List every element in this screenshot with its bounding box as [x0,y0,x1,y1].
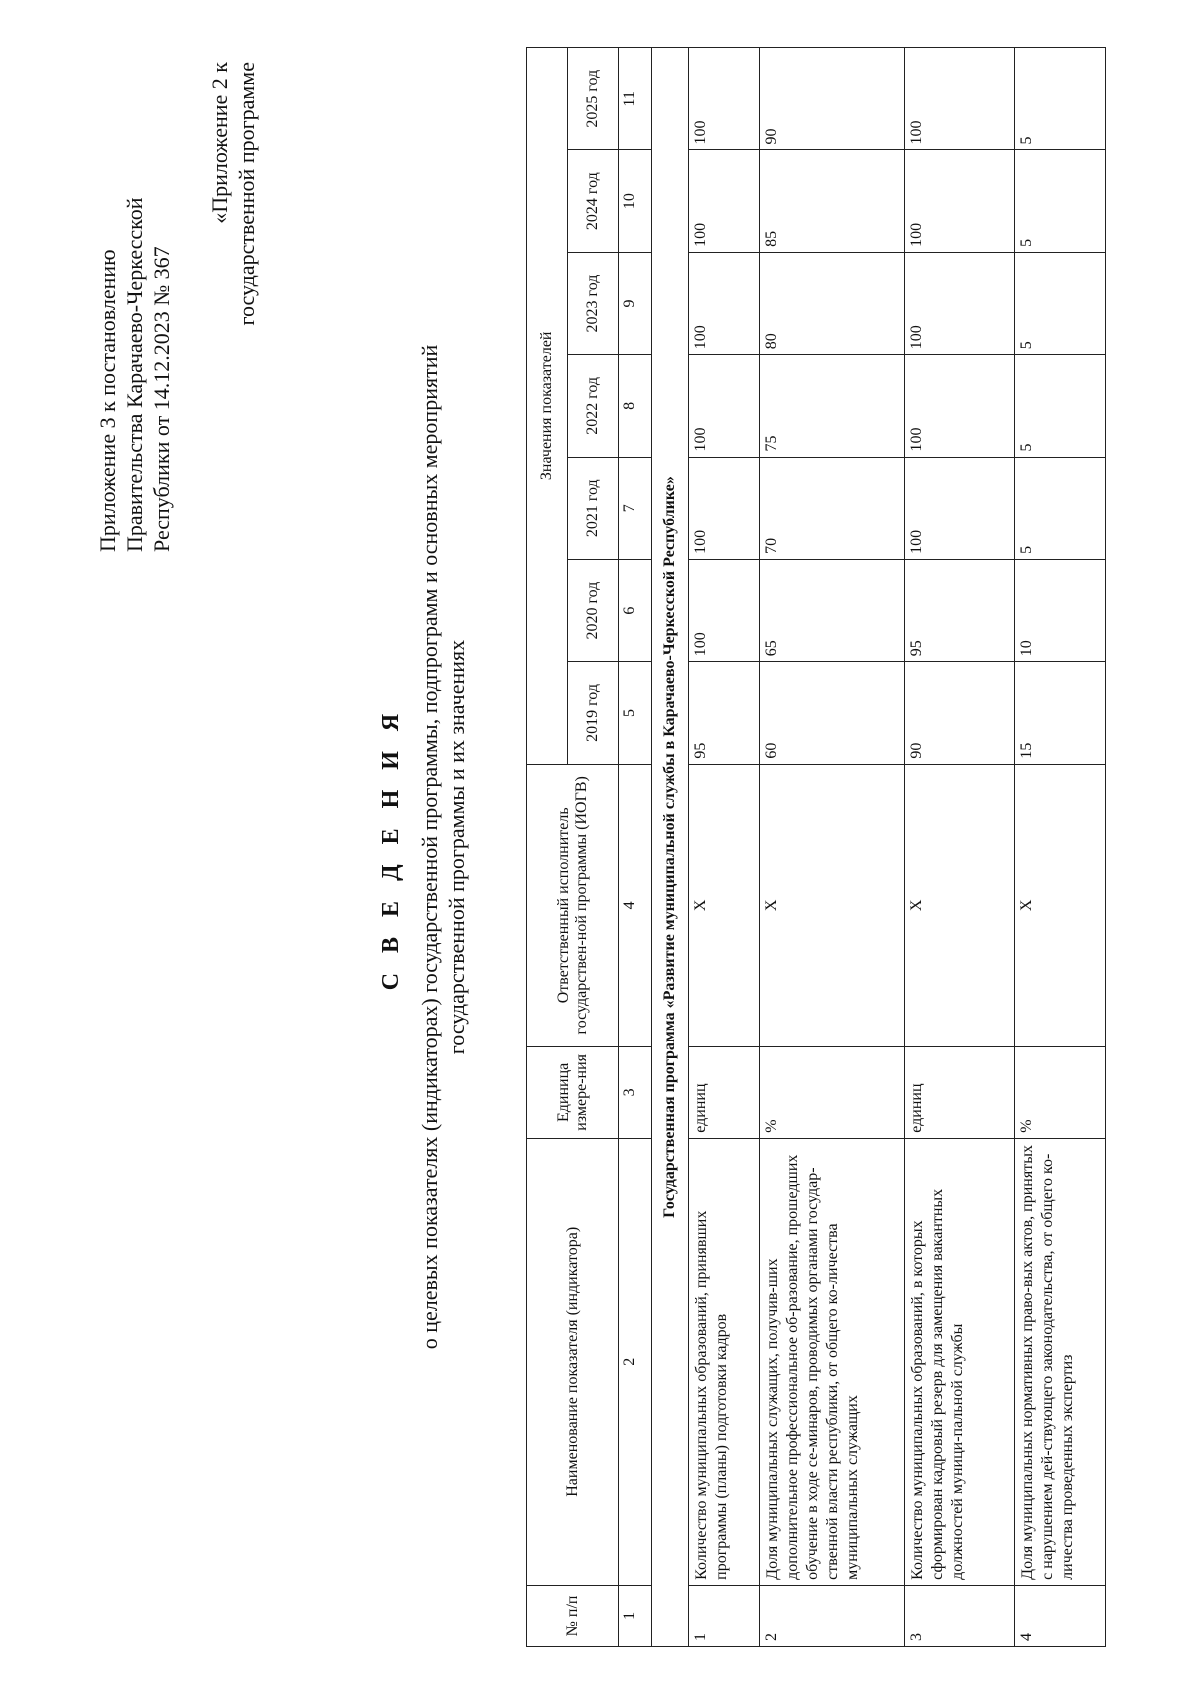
header-year: 2023 год [568,252,619,354]
header-name: Наименование показателя (индикатора) [527,1138,619,1585]
header-year: 2019 год [568,662,619,764]
appendix-header-line: Республики от 14.12.2023 № 367 [149,246,174,552]
row-value: 10 [1015,559,1106,661]
row-name: Количество муниципальных образований, в которых сформирован кадровый резерв для замещения вакантных должностей муници-пальной службы [905,1138,1015,1585]
row-value: 95 [689,662,760,764]
appendix-header-line: Приложение 3 к постановлению [95,249,120,552]
row-num: 3 [905,1585,1015,1646]
header-year: 2022 год [568,355,619,457]
column-number: 3 [619,1046,652,1138]
row-value: 5 [1015,355,1106,457]
row-value: 5 [1015,457,1106,559]
row-value: 80 [760,252,905,354]
row-responsible: Х [760,764,905,1046]
column-number: 1 [619,1585,652,1646]
row-value: 100 [689,355,760,457]
row-unit: единиц [905,1046,1015,1138]
appendix-header-line: Правительства Карачаево-Черкесской [122,197,147,552]
row-value: 90 [760,48,905,150]
row-value: 85 [760,150,905,252]
program-reference-line: «Приложение 2 к [207,62,232,224]
row-unit: единиц [689,1046,760,1138]
program-reference [206,62,260,482]
table-row [905,48,1015,1647]
column-number: 9 [619,252,652,354]
row-value: 100 [905,355,1015,457]
row-name: Доля муниципальных служащих, получив-ших дополнительное профессиональное об-разование, прошедших обучение в ходе се-минаров, проводимых органами государ-ственной власти республики, от общего ко-личества муниципальных служащих [760,1138,905,1585]
row-value: 100 [689,48,760,150]
document-title: С В Е Д Е Н И Я [378,706,404,991]
row-value: 95 [905,559,1015,661]
row-responsible: Х [689,764,760,1046]
section-title: Государственная программа «Развитие муниципальной службы в Карачаево-Черкесской Республике» [652,48,689,1647]
header-values-group: Значения показателей [527,48,568,765]
appendix-header [94,82,175,552]
row-value: 75 [760,355,905,457]
row-num: 1 [689,1585,760,1646]
column-number: 10 [619,150,652,252]
row-value: 100 [905,48,1015,150]
row-value: 100 [905,457,1015,559]
rotated-page [30,40,1170,1657]
row-responsible: Х [905,764,1015,1046]
document-subtitle-line: о целевых показателях (индикаторах) государственной программы, подпрограмм и основных мероприятий [417,344,442,1350]
table-row [760,48,905,1647]
document-subtitle-line: государственной программы и их значениях [444,639,469,1055]
row-name: Количество муниципальных образований, принявших программы (планы) подготовки кадров [689,1138,760,1585]
header-year: 2024 год [568,150,619,252]
column-number-row [619,48,652,1647]
header-year: 2020 год [568,559,619,661]
program-reference-line: государственной программе [234,62,259,326]
header-responsible: Ответственный исполнитель государствен-ной программы (ИОГВ) [527,764,619,1046]
indicators-table [526,47,1106,1647]
row-name: Доля муниципальных нормативных право-вых актов, принятых с нарушением дей-ствующего законодательства, от общего ко-личества проведенных экспертиз [1015,1138,1106,1585]
table-row [1015,48,1106,1647]
row-value: 100 [689,150,760,252]
section-row [652,48,689,1647]
table-row [689,48,760,1647]
header-year: 2025 год [568,48,619,150]
header-unit: Единица измере-ния [527,1046,619,1138]
document-subtitle [416,277,470,1417]
row-value: 65 [760,559,905,661]
column-number: 7 [619,457,652,559]
row-value: 15 [1015,662,1106,764]
row-value: 100 [689,252,760,354]
row-value: 5 [1015,252,1106,354]
column-number: 4 [619,764,652,1046]
row-num: 2 [760,1585,905,1646]
column-number: 11 [619,48,652,150]
row-value: 100 [689,559,760,661]
row-value: 90 [905,662,1015,764]
row-unit: % [1015,1046,1106,1138]
column-number: 2 [619,1138,652,1585]
row-unit: % [760,1046,905,1138]
column-number: 5 [619,662,652,764]
row-value: 100 [905,150,1015,252]
row-responsible: Х [1015,764,1106,1046]
header-num: № п/п [527,1585,619,1646]
column-number: 8 [619,355,652,457]
column-number: 6 [619,559,652,661]
header-year: 2021 год [568,457,619,559]
row-value: 100 [689,457,760,559]
row-value: 5 [1015,150,1106,252]
row-value: 70 [760,457,905,559]
row-value: 60 [760,662,905,764]
row-num: 4 [1015,1585,1106,1646]
row-value: 100 [905,252,1015,354]
row-value: 5 [1015,48,1106,150]
